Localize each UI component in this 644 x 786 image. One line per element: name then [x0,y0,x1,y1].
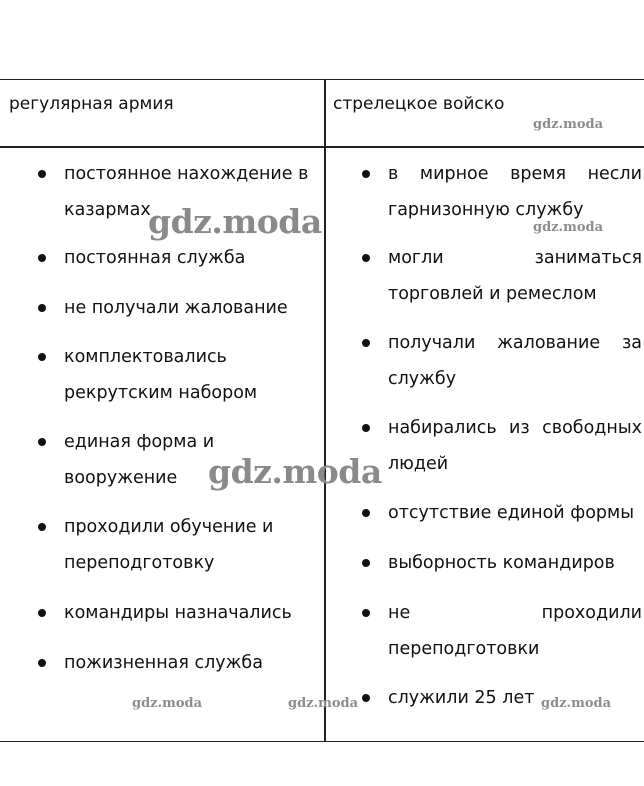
bullet-icon [362,609,370,617]
bullet-icon [38,523,46,531]
watermark: gdz.moda [541,696,612,711]
bullet-icon [38,304,46,312]
list-item: пожизненная служба [64,645,314,681]
bullet-icon [38,438,46,446]
header-streltsy: стрелецкое войско [333,94,505,114]
bullet-icon [362,254,370,262]
list-item: выборность командиров [388,545,642,581]
list-item: не проходили переподготовки [388,595,642,667]
list-item: постоянное нахождение в казармах [64,156,314,228]
list-item: отсутствие единой формы [388,495,642,531]
list-item: комплектовались рекрутским набором [64,339,314,411]
list-item: постоянная служба [64,240,314,276]
comparison-table [0,79,644,742]
list-item: в мирное время несли гарнизонную службу [388,156,642,228]
list-item: получали жалование за службу [388,325,642,397]
bullet-icon [38,254,46,262]
header-regular-army: регулярная армия [9,94,174,114]
bullet-icon [38,353,46,361]
list-item: командиры назначались [64,595,314,631]
watermark: gdz.moda [208,452,382,491]
column-divider [324,80,326,741]
list-item: набирались из свободных людей [388,410,642,482]
bullet-icon [362,170,370,178]
list-item: служили 25 лет [388,680,642,716]
bullet-icon [38,170,46,178]
watermark: gdz.moda [288,696,359,711]
list-item: не получали жалование [64,290,314,326]
bullet-icon [362,509,370,517]
bullet-icon [362,424,370,432]
bullet-icon [362,559,370,567]
list-item: единая форма и вооружение [64,424,314,496]
header-divider [0,146,644,148]
watermark: gdz.moda [533,220,604,235]
bullet-icon [362,694,370,702]
watermark: gdz.moda [533,117,604,132]
watermark: gdz.moda [148,202,322,241]
list-item: могли заниматься торговлей и ремеслом [388,240,642,312]
bullet-icon [38,659,46,667]
bullet-icon [362,339,370,347]
watermark: gdz.moda [132,696,203,711]
list-item: проходили обучение и переподготовку [64,509,314,581]
bullet-icon [38,609,46,617]
